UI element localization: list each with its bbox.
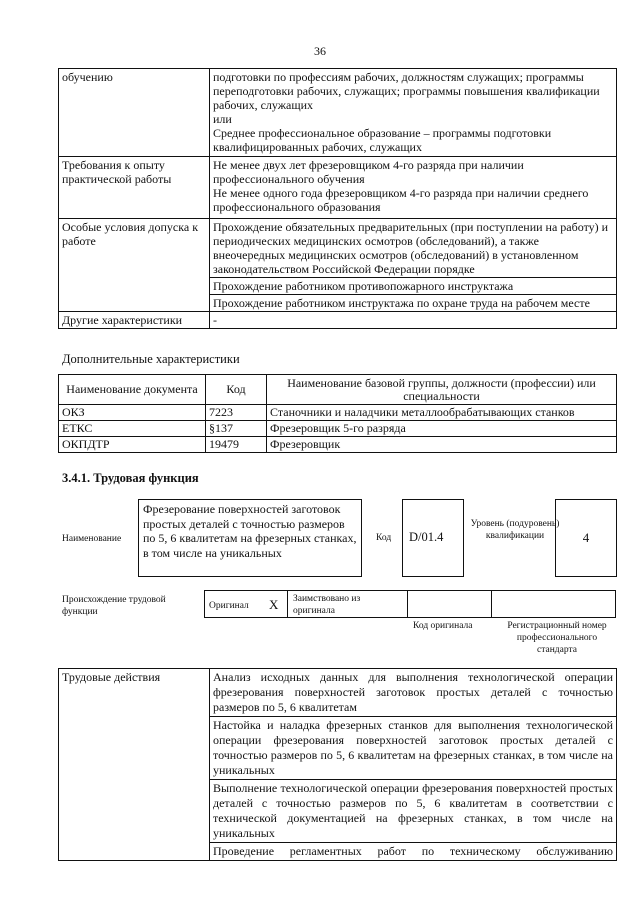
table-row (59, 69, 617, 157)
labor-actions-table (58, 668, 617, 861)
origin-label: Происхождение трудовой функции (62, 595, 166, 617)
table-cell: 19479 (206, 437, 267, 453)
original-mark: X (269, 597, 279, 612)
reg-number-label: Регистрационный номер профессионального стандарта (507, 621, 607, 655)
table-cell: ОКЗ (59, 405, 206, 421)
table-cell: 7223 (206, 405, 267, 421)
requirements-table (58, 68, 617, 329)
divider (491, 591, 492, 617)
divider (407, 591, 408, 617)
code-original-label: Код оригинала (413, 621, 473, 631)
row-label: обучению (59, 69, 210, 157)
table-header-row (59, 375, 617, 405)
row-label: Требования к опыту практической работы (59, 157, 210, 219)
row-label: Другие характеристики (59, 312, 210, 329)
additional-table (58, 374, 617, 453)
row-label: Особые условия допуска к работе (59, 219, 210, 312)
row-value-text: Не менее двух лет фрезеровщиком 4-го разряда при наличии профессионального обучения Не менее одного года фрезеровщиком 4-го разряда при наличии среднего профессионального образования (213, 158, 589, 214)
table-row (59, 405, 617, 421)
table-row (59, 157, 617, 219)
additional-title: Дополнительные характеристики (62, 352, 240, 366)
row-value (210, 219, 617, 312)
action-item: Выполнение технологической операции фрезерования поверхностей простых деталей с точностью размеров по 5, 6 квалитетам в соответствии с технической документацией на фрезерных станках, в том числе на уникальных (210, 780, 616, 843)
level-value: 4 (555, 499, 617, 577)
table-row (59, 312, 617, 329)
row-value-text: - (213, 313, 217, 327)
row-value (210, 312, 617, 329)
table-cell: Фрезеровщик 5-го разряда (267, 421, 617, 437)
divider (287, 591, 288, 617)
row-value-text: подготовки по профессиям рабочих, должностям служащих; программы переподготовки рабочих, служащих; программы повышения квалификации рабочих, служащих или Среднее профессиональное образование – программы подготовки квалифицированных рабочих, служащих (213, 70, 600, 154)
table-cell: ОКПДТР (59, 437, 206, 453)
table-cell: ЕТКС (59, 421, 206, 437)
action-item: Анализ исходных данных для выполнения технологической операции фрезерования поверхностей заготовок простых деталей с точностью размеров по 5, 6 квалитетам (210, 669, 616, 717)
row-value (210, 669, 617, 861)
column-header: Наименование документа (59, 375, 206, 405)
function-name: Фрезерование поверхностей заготовок простых деталей с точностью размеров по 5, 6 квалитетам на фрезерных станках, в том числе на уникальных (138, 499, 362, 577)
table-row (59, 219, 617, 312)
original-label: Оригинал (209, 601, 249, 611)
row-value-text: Прохождение работником противопожарного инструктажа (210, 278, 616, 295)
action-item: Проведение регламентных работ по техническому обслуживанию (213, 844, 613, 858)
borrowed-label: Заимствовано из оригинала (293, 594, 361, 616)
row-value-text: Прохождение работником инструктажа по охране труда на рабочем месте (213, 296, 590, 310)
table-cell: Станочники и наладчики металлообрабатывающих станков (267, 405, 617, 421)
name-label: Наименование (62, 534, 122, 544)
row-value-text: Прохождение обязательных предварительных (при поступлении на работу) и периодических медицинских осмотров (обследований), а также внеочередных медицинских осмотров (обследований) в установленном законодательством Российской Федерации порядке (210, 219, 616, 278)
table-row (59, 669, 617, 861)
action-item: Настойка и наладка фрезерных станков для выполнения технологической операции фрезерования поверхностей заготовок простых деталей с точностью размеров по 5, 6 квалитетам на фрезерных станках, в том числе на уникальных (210, 717, 616, 780)
column-header: Код (206, 375, 267, 405)
table-row (59, 421, 617, 437)
origin-row (204, 590, 616, 618)
function-heading: 3.4.1. Трудовая функция (62, 471, 199, 485)
page-number: 36 (314, 44, 326, 58)
table-cell: §137 (206, 421, 267, 437)
code-label: Код (376, 533, 392, 543)
table-row (59, 437, 617, 453)
column-header: Наименование базовой группы, должности (профессии) или специальности (267, 375, 617, 405)
table-cell: Фрезеровщик (267, 437, 617, 453)
row-label: Трудовые действия (59, 669, 210, 861)
row-value (210, 157, 617, 219)
row-value (210, 69, 617, 157)
level-label: Уровень (подуровень) квалификации (470, 519, 560, 541)
function-code: D/01.4 (402, 499, 464, 577)
